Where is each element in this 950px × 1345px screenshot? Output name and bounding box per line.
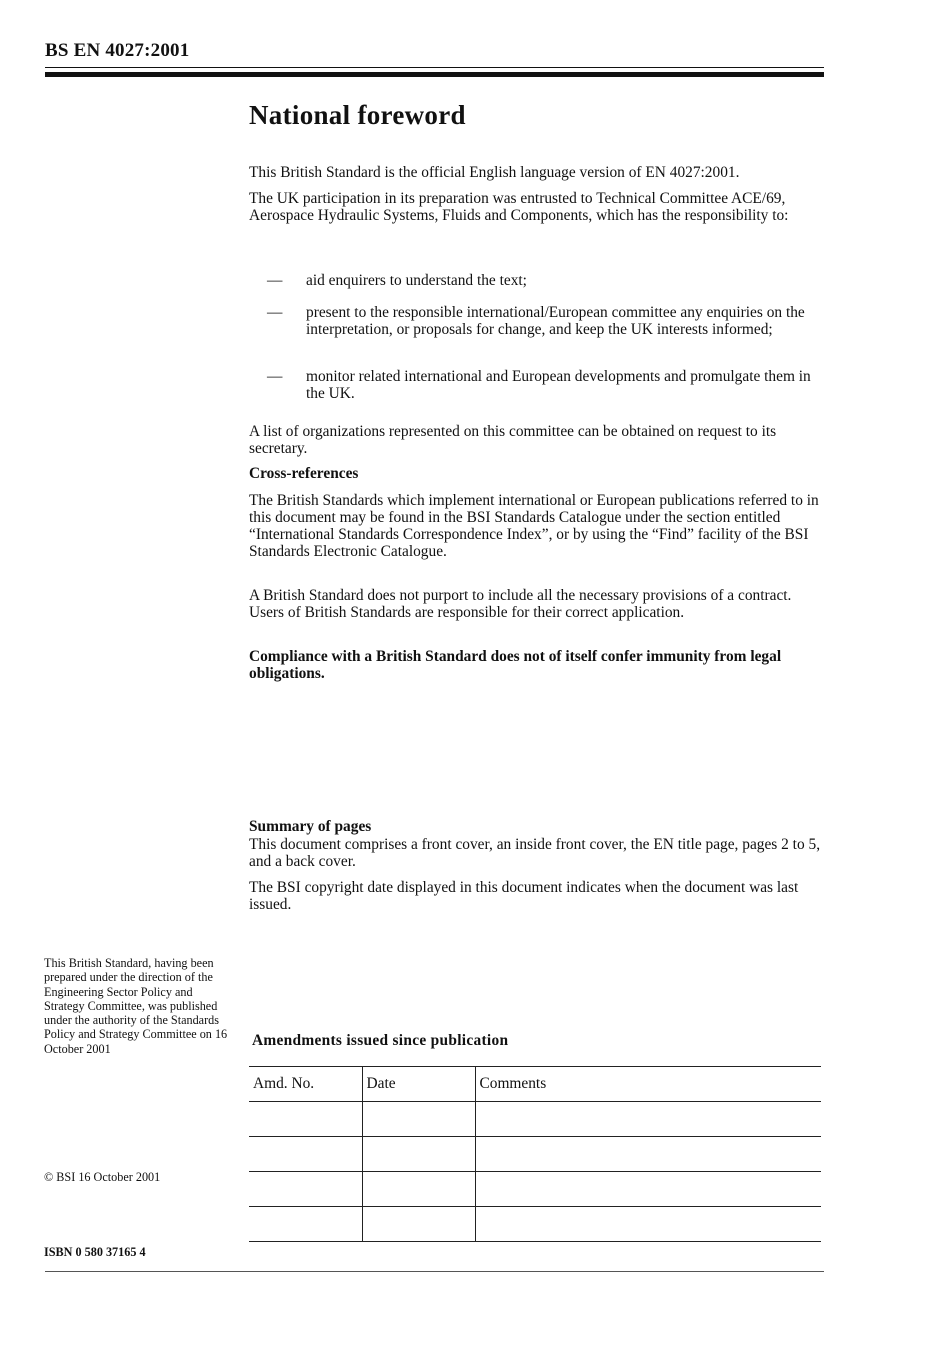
table-cell: [362, 1102, 475, 1137]
table-cell: [249, 1102, 362, 1137]
compliance-statement: Compliance with a British Standard does not of itself confer immunity from legal obligations.: [249, 648, 782, 682]
isbn: ISBN 0 580 37165 4: [44, 1245, 146, 1259]
summary-heading: Summary of pages: [249, 818, 372, 835]
paragraph-official-version: This British Standard is the official English language version of EN 4027:2001.: [249, 164, 740, 181]
paragraph-summary: This document comprises a front cover, an inside front cover, the EN title page, pages 2 to 5, and a back cover.: [249, 836, 821, 870]
table-row: [249, 1172, 821, 1207]
amendments-table: [249, 1066, 821, 1242]
copyright-notice: © BSI 16 October 2001: [44, 1170, 161, 1184]
dash-marker: —: [267, 304, 283, 321]
column-header-comments: Comments: [475, 1067, 821, 1102]
page-title: National foreword: [249, 100, 466, 130]
table-cell: [362, 1137, 475, 1172]
amendments-title: Amendments issued since publication: [252, 1032, 509, 1049]
header-rule-thick: [45, 72, 824, 77]
table-cell: [249, 1137, 362, 1172]
table-row: [249, 1207, 821, 1242]
intro-paragraph: [249, 164, 823, 181]
paragraph-cross-references: The British Standards which implement international or European publications referred to in this document may be found in the BSI Standards Catalogue under the section entitled “International Standards Correspondence Index”, or by using the “Find” facility of the BSI Standards Electronic Catalogue.: [249, 492, 819, 560]
table-row: [249, 1137, 821, 1172]
organizations-paragraph: [249, 423, 823, 457]
list-item-text: aid enquirers to understand the text;: [306, 272, 527, 289]
committee-paragraph: [249, 190, 823, 224]
cross-references-paragraph: [249, 492, 823, 560]
table-cell: [475, 1102, 821, 1137]
paragraph-contract: A British Standard does not purport to include all the necessary provisions of a contract. Users of British Standards are responsible for their correct application.: [249, 587, 792, 621]
paragraph-uk-participation: The UK participation in its preparation was entrusted to Technical Committee ACE/69, Aerospace Hydraulic Systems, Fluids and Components, which has the responsibility to:: [249, 190, 789, 224]
paragraph-copyright-date: The BSI copyright date displayed in this document indicates when the document was last issued.: [249, 879, 799, 913]
column-header-date: Date: [362, 1067, 475, 1102]
footer-rule: [45, 1271, 824, 1272]
table-cell: [249, 1172, 362, 1207]
table-cell: [475, 1137, 821, 1172]
header-rule-thin: [45, 67, 824, 68]
table-cell: [362, 1207, 475, 1242]
table-cell: [362, 1172, 475, 1207]
publication-note: This British Standard, having been prepared under the direction of the Engineering Sector Policy and Strategy Committee, was published under the authority of the Standards Policy and Strategy Committee on 16 October 2001: [44, 956, 228, 1056]
summary-paragraph: [249, 836, 823, 870]
table-cell: [475, 1207, 821, 1242]
table-header-row: [249, 1067, 821, 1102]
table-cell: [475, 1172, 821, 1207]
document-id: BS EN 4027:2001: [45, 40, 190, 61]
paragraph-organizations: A list of organizations represented on this committee can be obtained on request to its secretary.: [249, 423, 777, 457]
dash-marker: —: [267, 368, 283, 385]
contract-paragraph: [249, 587, 823, 621]
column-header-amd-no: Amd. No.: [249, 1067, 362, 1102]
table-cell: [249, 1207, 362, 1242]
table-row: [249, 1102, 821, 1137]
copyright-date-paragraph: [249, 879, 823, 913]
list-item-text: present to the responsible international/European committee any enquiries on the interpretation, or proposals for change, and keep the UK interests informed;: [306, 304, 805, 338]
dash-marker: —: [267, 272, 283, 289]
list-item-text: monitor related international and European developments and promulgate them in the UK.: [306, 368, 811, 402]
cross-references-heading: Cross-references: [249, 465, 359, 482]
